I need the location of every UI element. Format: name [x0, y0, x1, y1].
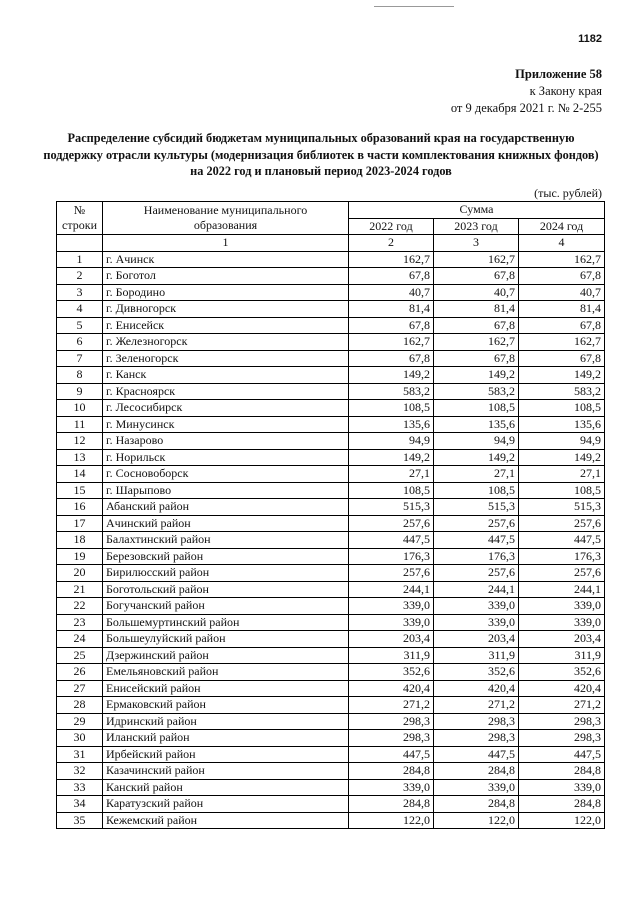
table-row — [57, 416, 605, 433]
row-number: 24 — [57, 631, 103, 648]
amount-2024: 176,3 — [519, 548, 605, 565]
municipality-name: г. Норильск — [103, 449, 349, 466]
row-number: 29 — [57, 713, 103, 730]
header-name-line1: Наименование муниципального — [143, 203, 308, 217]
header-col-4: 4 — [519, 235, 605, 252]
table-row — [57, 301, 605, 318]
table-row — [57, 614, 605, 631]
amount-2024: 352,6 — [519, 664, 605, 681]
amount-2023: 339,0 — [434, 779, 519, 796]
table-row — [57, 449, 605, 466]
table-row — [57, 367, 605, 384]
header-col-2: 2 — [349, 235, 434, 252]
amount-2024: 298,3 — [519, 713, 605, 730]
row-number: 26 — [57, 664, 103, 681]
header-name — [103, 202, 349, 235]
table-row — [57, 812, 605, 829]
header-col-3: 3 — [434, 235, 519, 252]
row-number: 16 — [57, 499, 103, 516]
amount-2023: 162,7 — [434, 334, 519, 351]
row-number: 32 — [57, 763, 103, 780]
amount-2023: 447,5 — [434, 746, 519, 763]
municipality-name: Кежемский район — [103, 812, 349, 829]
amount-2024: 162,7 — [519, 251, 605, 268]
municipality-name: г. Лесосибирск — [103, 400, 349, 417]
table-row — [57, 284, 605, 301]
amount-2022: 298,3 — [349, 713, 434, 730]
municipality-name: г. Боготол — [103, 268, 349, 285]
amount-2023: 284,8 — [434, 796, 519, 813]
amount-2024: 27,1 — [519, 466, 605, 483]
row-number: 2 — [57, 268, 103, 285]
amount-2022: 284,8 — [349, 763, 434, 780]
row-number: 33 — [57, 779, 103, 796]
header-2022: 2022 год — [349, 218, 434, 235]
table-row — [57, 482, 605, 499]
header-num — [57, 202, 103, 235]
row-number: 7 — [57, 350, 103, 367]
municipality-name: Боготольский район — [103, 581, 349, 598]
municipality-name: г. Канск — [103, 367, 349, 384]
amount-2024: 135,6 — [519, 416, 605, 433]
municipality-name: Казачинский район — [103, 763, 349, 780]
table-row — [57, 713, 605, 730]
amount-2022: 162,7 — [349, 251, 434, 268]
amount-2022: 339,0 — [349, 614, 434, 631]
amount-2022: 284,8 — [349, 796, 434, 813]
amount-2022: 257,6 — [349, 515, 434, 532]
municipality-name: г. Минусинск — [103, 416, 349, 433]
table-row — [57, 581, 605, 598]
amount-2022: 515,3 — [349, 499, 434, 516]
municipality-name: Бирилюсский район — [103, 565, 349, 582]
header-2024: 2024 год — [519, 218, 605, 235]
amount-2022: 257,6 — [349, 565, 434, 582]
row-number: 5 — [57, 317, 103, 334]
row-number: 15 — [57, 482, 103, 499]
header-2023: 2023 год — [434, 218, 519, 235]
amount-2024: 271,2 — [519, 697, 605, 714]
amount-2022: 339,0 — [349, 779, 434, 796]
amount-2023: 284,8 — [434, 763, 519, 780]
municipality-name: Каратузский район — [103, 796, 349, 813]
municipality-name: Идринский район — [103, 713, 349, 730]
table-row — [57, 763, 605, 780]
amount-2023: 271,2 — [434, 697, 519, 714]
row-number: 31 — [57, 746, 103, 763]
amount-2022: 162,7 — [349, 334, 434, 351]
amount-2022: 298,3 — [349, 730, 434, 747]
row-number: 22 — [57, 598, 103, 615]
municipality-name: г. Ачинск — [103, 251, 349, 268]
row-number: 34 — [57, 796, 103, 813]
amount-2022: 67,8 — [349, 350, 434, 367]
amount-2022: 27,1 — [349, 466, 434, 483]
table-row — [57, 251, 605, 268]
amount-2024: 311,9 — [519, 647, 605, 664]
amount-2023: 122,0 — [434, 812, 519, 829]
amount-2022: 108,5 — [349, 400, 434, 417]
row-number: 17 — [57, 515, 103, 532]
table-row — [57, 383, 605, 400]
amount-2023: 149,2 — [434, 449, 519, 466]
header-num-line1: № — [73, 203, 86, 217]
municipality-name: Богучанский район — [103, 598, 349, 615]
municipality-name: Балахтинский район — [103, 532, 349, 549]
page-number: 1182 — [578, 33, 602, 45]
amount-2022: 40,7 — [349, 284, 434, 301]
municipality-name: г. Дивногорск — [103, 301, 349, 318]
header-name-line2: образования — [193, 218, 258, 232]
amount-2024: 81,4 — [519, 301, 605, 318]
municipality-name: г. Зеленогорск — [103, 350, 349, 367]
header-sum: Сумма — [349, 202, 605, 219]
row-number: 10 — [57, 400, 103, 417]
amount-2023: 94,9 — [434, 433, 519, 450]
amount-2023: 67,8 — [434, 268, 519, 285]
row-number: 20 — [57, 565, 103, 582]
row-number: 13 — [57, 449, 103, 466]
municipality-name: Большемуртинский район — [103, 614, 349, 631]
municipality-name: г. Железногорск — [103, 334, 349, 351]
municipality-name: Канский район — [103, 779, 349, 796]
appendix-law: к Закону края — [529, 84, 602, 98]
appendix-title: Приложение 58 — [515, 67, 602, 81]
row-number: 25 — [57, 647, 103, 664]
table-row — [57, 565, 605, 582]
row-number: 23 — [57, 614, 103, 631]
row-number: 1 — [57, 251, 103, 268]
amount-2023: 27,1 — [434, 466, 519, 483]
amount-2024: 447,5 — [519, 746, 605, 763]
municipality-name: Ачинский район — [103, 515, 349, 532]
amount-2024: 447,5 — [519, 532, 605, 549]
amount-2023: 515,3 — [434, 499, 519, 516]
amount-2024: 162,7 — [519, 334, 605, 351]
amount-2022: 108,5 — [349, 482, 434, 499]
municipality-name: г. Назарово — [103, 433, 349, 450]
amount-2023: 203,4 — [434, 631, 519, 648]
municipality-name: Емельяновский район — [103, 664, 349, 681]
table-row — [57, 647, 605, 664]
amount-2024: 244,1 — [519, 581, 605, 598]
municipality-name: г. Бородино — [103, 284, 349, 301]
amount-2023: 162,7 — [434, 251, 519, 268]
table-row — [57, 779, 605, 796]
amount-2023: 420,4 — [434, 680, 519, 697]
amount-2024: 420,4 — [519, 680, 605, 697]
table-row — [57, 598, 605, 615]
table-row — [57, 400, 605, 417]
table-row — [57, 548, 605, 565]
amount-2023: 298,3 — [434, 713, 519, 730]
municipality-name: Енисейский район — [103, 680, 349, 697]
table-body — [57, 251, 605, 829]
subsidy-table — [56, 201, 605, 829]
amount-2024: 583,2 — [519, 383, 605, 400]
amount-2022: 149,2 — [349, 449, 434, 466]
amount-2022: 67,8 — [349, 317, 434, 334]
amount-2024: 339,0 — [519, 779, 605, 796]
table-row — [57, 466, 605, 483]
amount-2023: 339,0 — [434, 598, 519, 615]
amount-2022: 352,6 — [349, 664, 434, 681]
row-number: 19 — [57, 548, 103, 565]
row-number: 14 — [57, 466, 103, 483]
table-row — [57, 532, 605, 549]
amount-2023: 67,8 — [434, 317, 519, 334]
amount-2024: 257,6 — [519, 515, 605, 532]
amount-2023: 108,5 — [434, 400, 519, 417]
amount-2024: 284,8 — [519, 796, 605, 813]
amount-2024: 257,6 — [519, 565, 605, 582]
amount-2023: 257,6 — [434, 515, 519, 532]
amount-2022: 135,6 — [349, 416, 434, 433]
amount-2024: 108,5 — [519, 400, 605, 417]
units-label: (тыс. рублей) — [534, 186, 602, 200]
amount-2024: 40,7 — [519, 284, 605, 301]
row-number: 6 — [57, 334, 103, 351]
table-row — [57, 499, 605, 516]
table-row — [57, 433, 605, 450]
amount-2022: 81,4 — [349, 301, 434, 318]
row-number: 3 — [57, 284, 103, 301]
row-number: 12 — [57, 433, 103, 450]
amount-2023: 40,7 — [434, 284, 519, 301]
amount-2022: 339,0 — [349, 598, 434, 615]
municipality-name: Ирбейский район — [103, 746, 349, 763]
row-number: 27 — [57, 680, 103, 697]
amount-2024: 149,2 — [519, 367, 605, 384]
row-number: 30 — [57, 730, 103, 747]
municipality-name: Абанский район — [103, 499, 349, 516]
table-row — [57, 515, 605, 532]
table-row — [57, 730, 605, 747]
appendix-block — [451, 66, 602, 117]
top-edge-mark — [374, 0, 454, 7]
amount-2024: 108,5 — [519, 482, 605, 499]
table-row — [57, 746, 605, 763]
amount-2022: 583,2 — [349, 383, 434, 400]
appendix-date: от 9 декабря 2021 г. № 2-255 — [450, 101, 602, 115]
amount-2024: 149,2 — [519, 449, 605, 466]
amount-2023: 244,1 — [434, 581, 519, 598]
amount-2022: 447,5 — [349, 746, 434, 763]
municipality-name: г. Енисейск — [103, 317, 349, 334]
amount-2023: 352,6 — [434, 664, 519, 681]
amount-2023: 135,6 — [434, 416, 519, 433]
amount-2023: 339,0 — [434, 614, 519, 631]
municipality-name: г. Сосновоборск — [103, 466, 349, 483]
amount-2022: 176,3 — [349, 548, 434, 565]
municipality-name: Большеулуйский район — [103, 631, 349, 648]
row-number: 35 — [57, 812, 103, 829]
header-col-blank — [57, 235, 103, 252]
amount-2024: 284,8 — [519, 763, 605, 780]
table-row — [57, 631, 605, 648]
table-row — [57, 317, 605, 334]
table-row — [57, 697, 605, 714]
row-number: 28 — [57, 697, 103, 714]
row-number: 8 — [57, 367, 103, 384]
row-number: 9 — [57, 383, 103, 400]
amount-2024: 339,0 — [519, 598, 605, 615]
amount-2023: 149,2 — [434, 367, 519, 384]
header-col-1: 1 — [103, 235, 349, 252]
amount-2024: 122,0 — [519, 812, 605, 829]
row-number: 21 — [57, 581, 103, 598]
amount-2023: 108,5 — [434, 482, 519, 499]
municipality-name: Ермаковский район — [103, 697, 349, 714]
amount-2022: 311,9 — [349, 647, 434, 664]
amount-2022: 149,2 — [349, 367, 434, 384]
amount-2023: 447,5 — [434, 532, 519, 549]
amount-2022: 271,2 — [349, 697, 434, 714]
amount-2024: 515,3 — [519, 499, 605, 516]
table-row — [57, 796, 605, 813]
amount-2023: 176,3 — [434, 548, 519, 565]
amount-2023: 583,2 — [434, 383, 519, 400]
amount-2022: 203,4 — [349, 631, 434, 648]
amount-2024: 67,8 — [519, 317, 605, 334]
municipality-name: г. Шарыпово — [103, 482, 349, 499]
amount-2024: 339,0 — [519, 614, 605, 631]
municipality-name: г. Красноярск — [103, 383, 349, 400]
amount-2024: 67,8 — [519, 268, 605, 285]
municipality-name: Иланский район — [103, 730, 349, 747]
amount-2023: 81,4 — [434, 301, 519, 318]
amount-2022: 94,9 — [349, 433, 434, 450]
amount-2022: 67,8 — [349, 268, 434, 285]
table-row — [57, 350, 605, 367]
amount-2024: 94,9 — [519, 433, 605, 450]
document-title: Распределение субсидий бюджетам муниципальных образований края на государственную поддержку отрасли культуры (модернизация библиотек в части комплектования книжных фондов) на 2022 год и плановый период 2023-2024 годов — [43, 131, 599, 178]
amount-2024: 203,4 — [519, 631, 605, 648]
municipality-name: Дзержинский район — [103, 647, 349, 664]
row-number: 4 — [57, 301, 103, 318]
amount-2022: 122,0 — [349, 812, 434, 829]
row-number: 18 — [57, 532, 103, 549]
table-row — [57, 664, 605, 681]
amount-2023: 257,6 — [434, 565, 519, 582]
amount-2022: 420,4 — [349, 680, 434, 697]
header-num-line2: строки — [62, 218, 97, 232]
amount-2024: 298,3 — [519, 730, 605, 747]
amount-2023: 298,3 — [434, 730, 519, 747]
amount-2024: 67,8 — [519, 350, 605, 367]
amount-2023: 67,8 — [434, 350, 519, 367]
table-row — [57, 268, 605, 285]
row-number: 11 — [57, 416, 103, 433]
amount-2022: 244,1 — [349, 581, 434, 598]
table-row — [57, 334, 605, 351]
municipality-name: Березовский район — [103, 548, 349, 565]
amount-2022: 447,5 — [349, 532, 434, 549]
table-row — [57, 680, 605, 697]
amount-2023: 311,9 — [434, 647, 519, 664]
